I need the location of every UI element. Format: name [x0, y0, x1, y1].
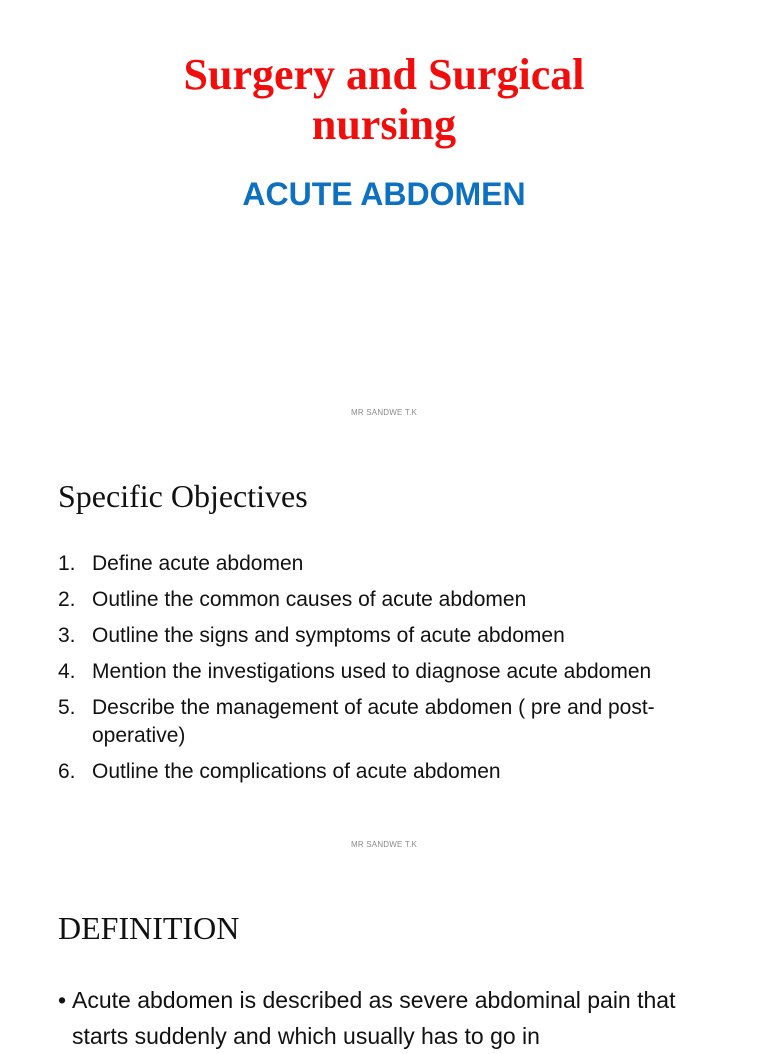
- list-text: Outline the complications of acute abdomen: [92, 760, 501, 783]
- list-number: 1.: [58, 552, 76, 575]
- slide-footer: MR SANDWE T.K: [350, 840, 417, 849]
- list-item: [58, 622, 718, 650]
- objectives-list: [58, 550, 718, 794]
- definition-slide: [0, 880, 768, 1049]
- title-slide: [0, 0, 768, 432]
- list-text: Outline the signs and symptoms of acute abdomen: [92, 624, 565, 647]
- definition-text: Acute abdomen is described as severe abdominal pain that starts suddenly and which usually has to go in: [72, 987, 676, 1049]
- list-item: [58, 658, 718, 686]
- definition-bullet: [58, 982, 698, 1054]
- presentation-subtitle: ACUTE ABDOMEN: [242, 176, 526, 212]
- list-text: Mention the investigations used to diagnose acute abdomen: [92, 660, 652, 683]
- list-item: [58, 586, 718, 614]
- title-line-1: Surgery and Surgical: [183, 50, 585, 99]
- list-number: 4.: [58, 660, 76, 683]
- list-text: Describe the management of acute abdomen ( pre and post-operative): [92, 696, 655, 747]
- bullet-icon: •: [58, 987, 67, 1013]
- list-item: [58, 550, 718, 578]
- list-number: 6.: [58, 760, 76, 783]
- slide-heading: DEFINITION: [58, 910, 240, 946]
- list-item: [58, 694, 718, 750]
- list-number: 2.: [58, 588, 76, 611]
- list-number: 3.: [58, 624, 76, 647]
- title-line-2: nursing: [311, 100, 457, 149]
- presentation-title: [0, 50, 768, 150]
- list-item: [58, 758, 718, 786]
- list-text: Outline the common causes of acute abdomen: [92, 588, 527, 611]
- objectives-slide: [0, 444, 768, 868]
- slide-footer: MR SANDWE T.K: [350, 408, 417, 417]
- list-number: 5.: [58, 696, 76, 719]
- list-text: Define acute abdomen: [92, 552, 304, 575]
- slide-heading: Specific Objectives: [58, 478, 308, 514]
